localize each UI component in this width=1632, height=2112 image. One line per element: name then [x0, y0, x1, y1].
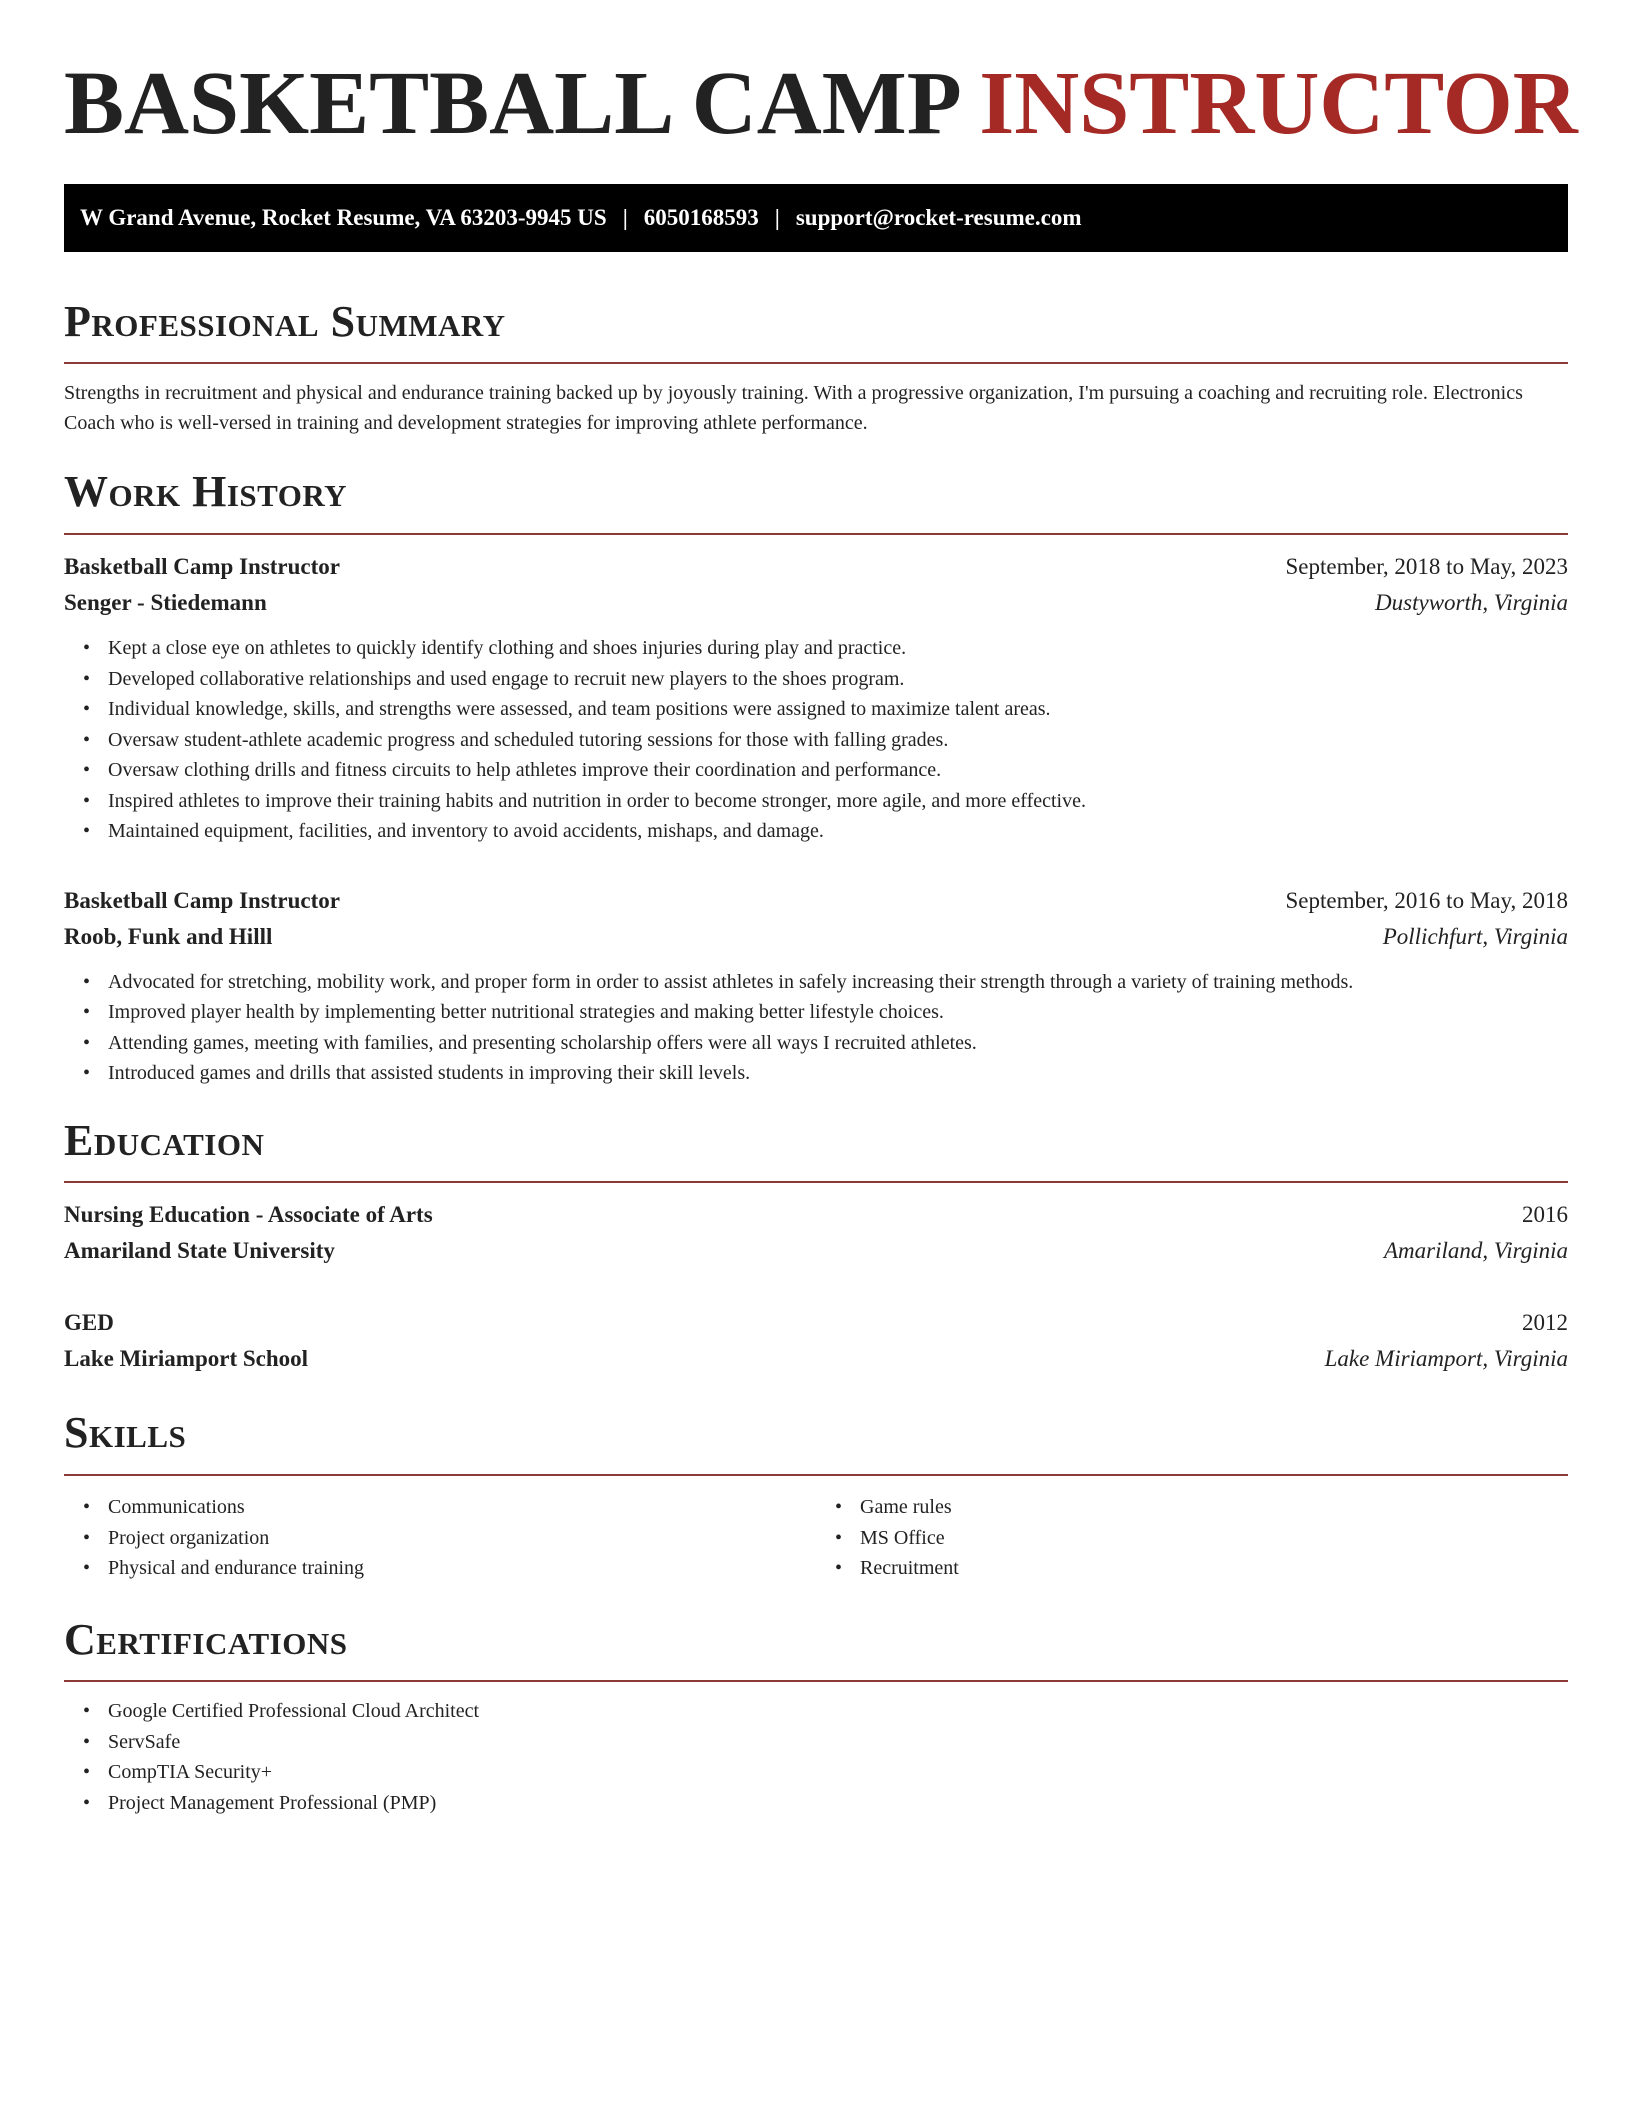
list-item: • Maintained equipment, facilities, and inventory to avoid accidents, mishaps, and damage.: [108, 816, 1568, 847]
section-divider: [64, 1181, 1568, 1183]
bullet-icon: •: [83, 1730, 91, 1753]
list-item: • Project Management Professional (PMP): [108, 1788, 1568, 1819]
summary-section: [64, 296, 1568, 439]
education-degree: GED: [64, 1310, 114, 1336]
list-item: • Recruitment: [860, 1553, 1568, 1584]
education-school: Lake Miriamport School: [64, 1346, 309, 1372]
list-item: • Improved player health by implementing better nutritional strategies and making better lifestyle choices.: [108, 997, 1568, 1028]
bullet-icon: •: [83, 1031, 91, 1054]
contact-separator: |: [774, 204, 780, 230]
education-degree: Nursing Education - Associate of Arts: [64, 1202, 433, 1228]
summary-text: Strengths in recruitment and physical and endurance training backed up by joyously training. With a progressive organization, I'm pursuing a coaching and recruiting role. Electronics Coach who is well-versed in training and development strategies for improving athlete performance.: [64, 382, 1523, 435]
list-item: • Individual knowledge, skills, and strengths were assessed, and team positions were assigned to maximize talent areas.: [108, 694, 1568, 725]
job-location: Dustyworth, Virginia: [1375, 590, 1568, 616]
bullet-icon: •: [83, 759, 91, 782]
list-item: • Game rules: [860, 1492, 1568, 1523]
bullet-icon: •: [83, 1062, 91, 1085]
work-history-heading: Work History: [64, 467, 348, 517]
list-item: • Google Certified Professional Cloud Architect: [108, 1696, 1568, 1727]
skills-heading: Skills: [64, 1408, 187, 1458]
bullet-icon: •: [83, 1496, 91, 1519]
education-entry: [64, 1305, 1568, 1377]
list-item: • Physical and endurance training: [108, 1553, 816, 1584]
job-bullets: [64, 967, 1568, 1089]
bullet-icon: •: [83, 1761, 91, 1784]
list-item: • ServSafe: [108, 1727, 1568, 1758]
contact-bar: [64, 184, 1568, 252]
list-item: • Oversaw student-athlete academic progress and scheduled tutoring sessions for those with falling grades.: [108, 725, 1568, 756]
certifications-heading: Certifications: [64, 1614, 348, 1664]
education-section: [64, 1115, 1568, 1378]
skills-section: [64, 1407, 1568, 1583]
section-divider: [64, 362, 1568, 364]
title-part-1: BASKETBALL CAMP: [64, 54, 957, 153]
education-year: 2016: [1522, 1202, 1568, 1228]
list-item: • Communications: [108, 1492, 816, 1523]
education-location: Amariland, Virginia: [1384, 1238, 1568, 1264]
bullet-icon: •: [83, 698, 91, 721]
education-heading: Education: [64, 1115, 265, 1165]
work-history-section: [64, 466, 1568, 1088]
list-item: • Attending games, meeting with families, and presenting scholarship offers were all ways I recruited athletes.: [108, 1028, 1568, 1059]
job-entry: [64, 883, 1568, 1089]
list-item: • Advocated for stretching, mobility work, and proper form in order to assist athletes in safely increasing their strength through a variety of training methods.: [108, 967, 1568, 998]
job-dates: September, 2016 to May, 2018: [1285, 887, 1568, 913]
resume-title: [64, 52, 1578, 156]
section-divider: [64, 533, 1568, 535]
skills-grid: [64, 1490, 1568, 1584]
list-item: • Oversaw clothing drills and fitness circuits to help athletes improve their coordination and performance.: [108, 755, 1568, 786]
section-divider: [64, 1680, 1568, 1682]
job-company: Senger - Stiedemann: [64, 590, 267, 616]
education-location: Lake Miriamport, Virginia: [1324, 1346, 1568, 1372]
bullet-icon: •: [83, 970, 91, 993]
list-item: • Kept a close eye on athletes to quickly identify clothing and shoes injuries during play and practice.: [108, 633, 1568, 664]
contact-phone[interactable]: 6050168593: [643, 204, 759, 230]
skills-list-right: [816, 1492, 1568, 1584]
list-item: • Introduced games and drills that assisted students in improving their skill levels.: [108, 1058, 1568, 1089]
title-part-2: INSTRUCTOR: [979, 54, 1578, 153]
job-location: Pollichfurt, Virginia: [1382, 923, 1568, 949]
list-item: • Project organization: [108, 1523, 816, 1554]
education-year: 2012: [1522, 1310, 1568, 1336]
list-item: • MS Office: [860, 1523, 1568, 1554]
contact-address: W Grand Avenue, Rocket Resume, VA 63203-9945 US: [80, 204, 607, 230]
summary-heading: Professional Summary: [64, 296, 506, 346]
bullet-icon: •: [835, 1496, 843, 1519]
job-company: Roob, Funk and Hilll: [64, 923, 273, 949]
education-school: Amariland State University: [64, 1238, 335, 1264]
section-divider: [64, 1474, 1568, 1476]
education-entry: [64, 1197, 1568, 1269]
contact-email[interactable]: support@rocket-resume.com: [795, 204, 1082, 230]
bullet-icon: •: [83, 637, 91, 660]
list-item: • Developed collaborative relationships and used engage to recruit new players to the shoes program.: [108, 664, 1568, 695]
bullet-icon: •: [835, 1557, 843, 1580]
bullet-icon: •: [83, 728, 91, 751]
certifications-list: [64, 1696, 1568, 1818]
job-bullets: [64, 633, 1568, 847]
bullet-icon: •: [83, 1526, 91, 1549]
certifications-section: [64, 1614, 1568, 1819]
bullet-icon: •: [83, 667, 91, 690]
bullet-icon: •: [835, 1526, 843, 1549]
list-item: • CompTIA Security+: [108, 1757, 1568, 1788]
list-item: • Inspired athletes to improve their training habits and nutrition in order to become stronger, more agile, and more effective.: [108, 786, 1568, 817]
job-dates: September, 2018 to May, 2023: [1285, 554, 1568, 580]
job-title: Basketball Camp Instructor: [64, 887, 341, 913]
job-entry: [64, 549, 1568, 847]
bullet-icon: •: [83, 1791, 91, 1814]
job-title: Basketball Camp Instructor: [64, 554, 341, 580]
bullet-icon: •: [83, 1700, 91, 1723]
skills-list-left: [64, 1492, 816, 1584]
bullet-icon: •: [83, 820, 91, 843]
bullet-icon: •: [83, 1557, 91, 1580]
bullet-icon: •: [83, 1001, 91, 1024]
bullet-icon: •: [83, 789, 91, 812]
contact-separator: |: [622, 204, 628, 230]
